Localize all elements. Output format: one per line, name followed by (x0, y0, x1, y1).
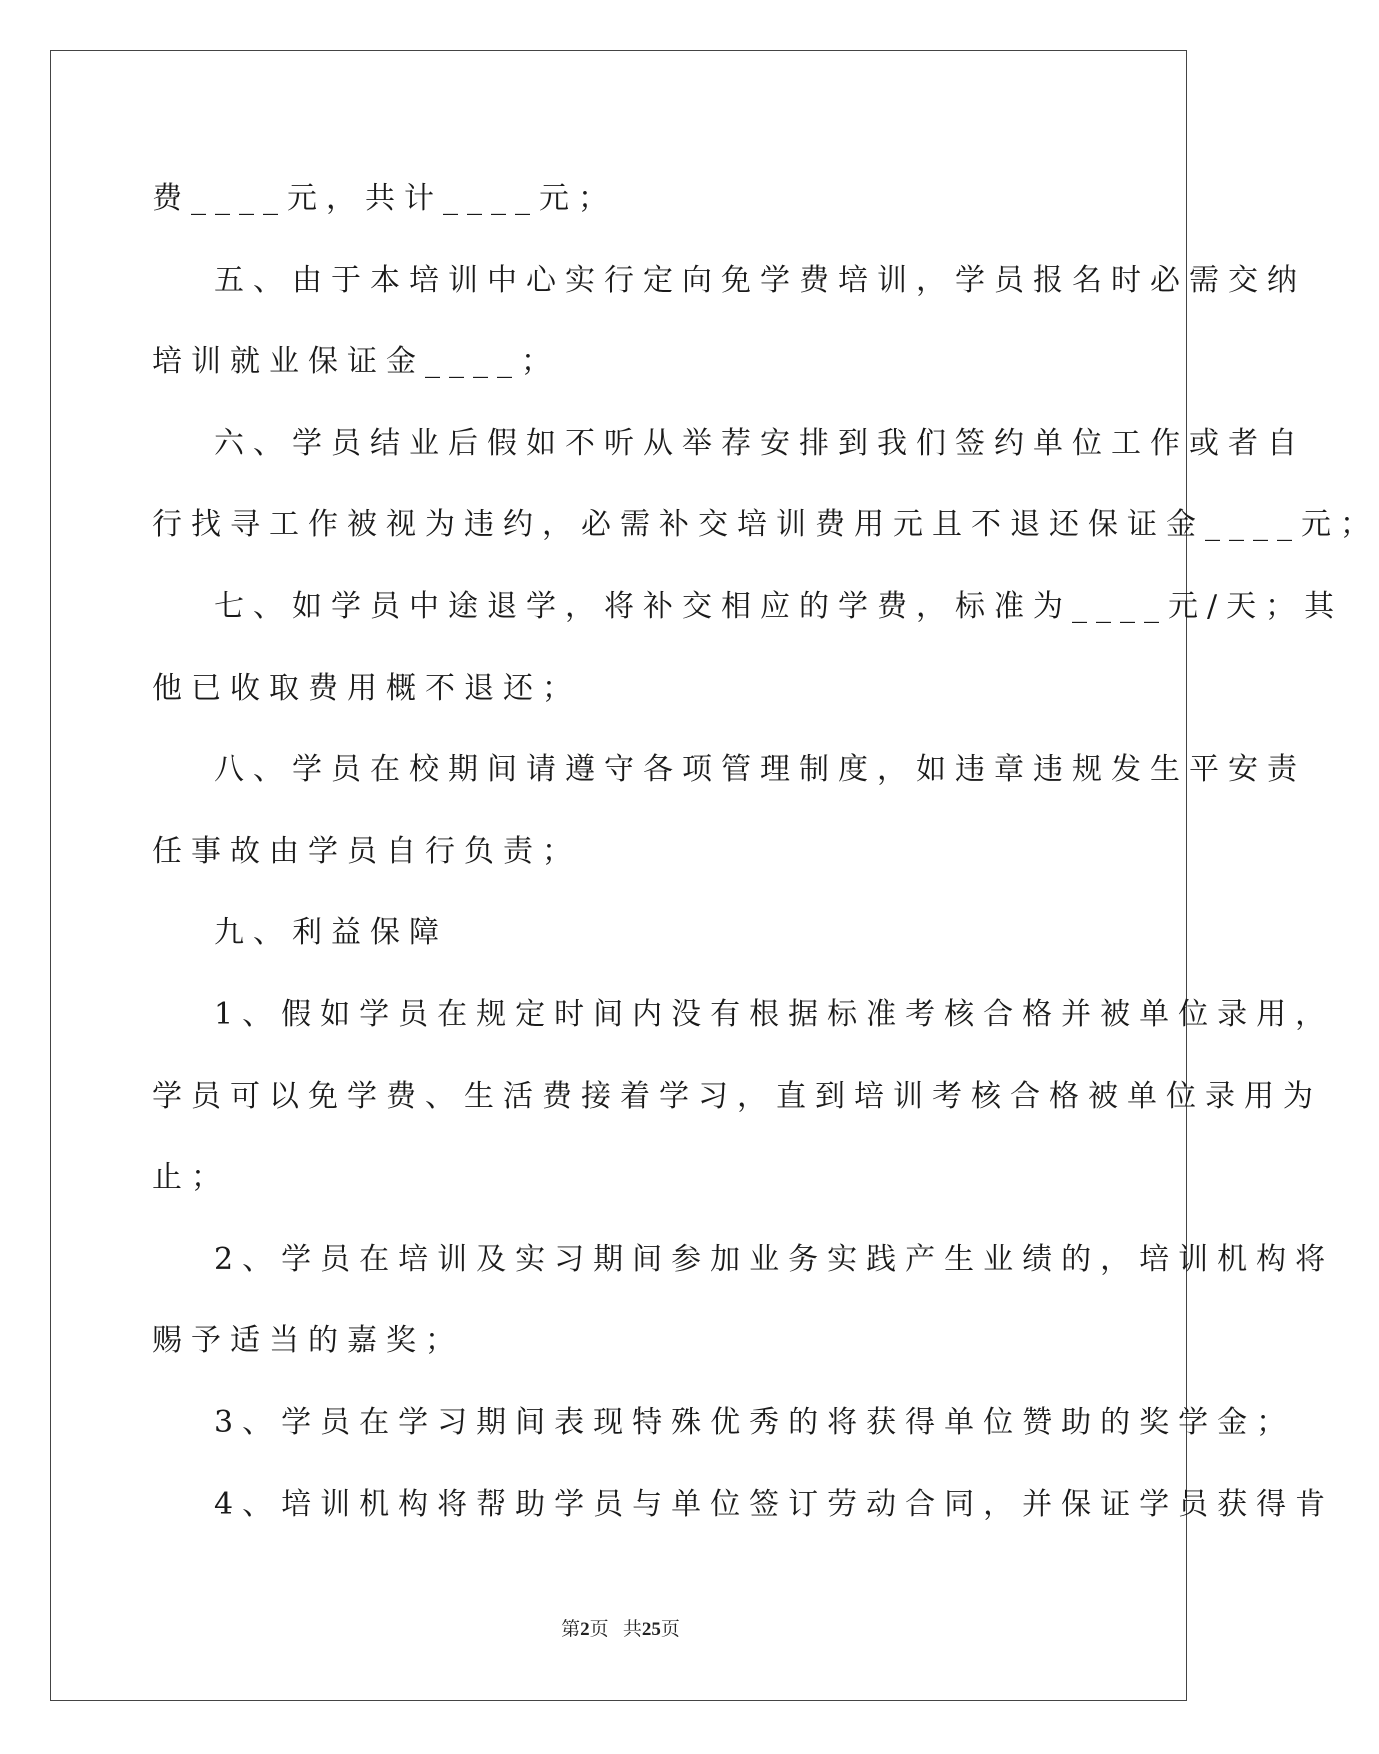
body-line: 4、培训机构将帮助学员与单位签订劳动合同，并保证学员获得肯 (214, 1486, 1335, 1522)
document-body (152, 158, 1379, 1545)
body-line: 止； (152, 1160, 230, 1196)
body-line: 八、学员在校期间请遵守各项管理制度，如违章违规发生平安责 (214, 752, 1306, 788)
body-line: 3、学员在学习期间表现特殊优秀的将获得单位赞助的奖学金； (214, 1404, 1296, 1440)
footer-total-suffix: 页 (660, 1619, 680, 1640)
body-line: 学员可以免学费、生活费接着学习，直到培训考核合格被单位录用为 (152, 1078, 1322, 1114)
body-line: 六、学员结业后假如不听从举荐安排到我们签约单位工作或者自 (214, 425, 1306, 461)
current-page-number: 2 (580, 1619, 590, 1640)
body-line: 他已收取费用概不退还； (152, 670, 581, 706)
footer-page-suffix: 页 (589, 1619, 609, 1640)
body-line: 任事故由学员自行负责； (152, 833, 581, 869)
body-line: 五、由于本培训中心实行定向免学费培训，学员报名时必需交纳 (214, 262, 1306, 298)
footer-total-prefix: 共 (622, 1619, 642, 1640)
body-line: 七、如学员中途退学，将补交相应的学费，标准为____元/天；其 (214, 588, 1344, 624)
body-line: 行找寻工作被视为违约，必需补交培训费用元且不退还保证金____元； (152, 507, 1379, 543)
total-page-count: 25 (641, 1619, 661, 1640)
body-line: 1、假如学员在规定时间内没有根据标准考核合格并被单位录用， (214, 996, 1335, 1032)
body-line: 九、利益保障 (214, 915, 448, 951)
body-line: 赐予适当的嘉奖； (152, 1323, 464, 1359)
footer-prefix: 第 (561, 1619, 581, 1640)
body-line: 2、学员在培训及实习期间参加业务实践产生业绩的，培训机构将 (214, 1241, 1335, 1277)
body-line: 培训就业保证金____； (152, 344, 560, 380)
page-footer (0, 1614, 1241, 1641)
body-line: 费____元，共计____元； (152, 181, 617, 216)
